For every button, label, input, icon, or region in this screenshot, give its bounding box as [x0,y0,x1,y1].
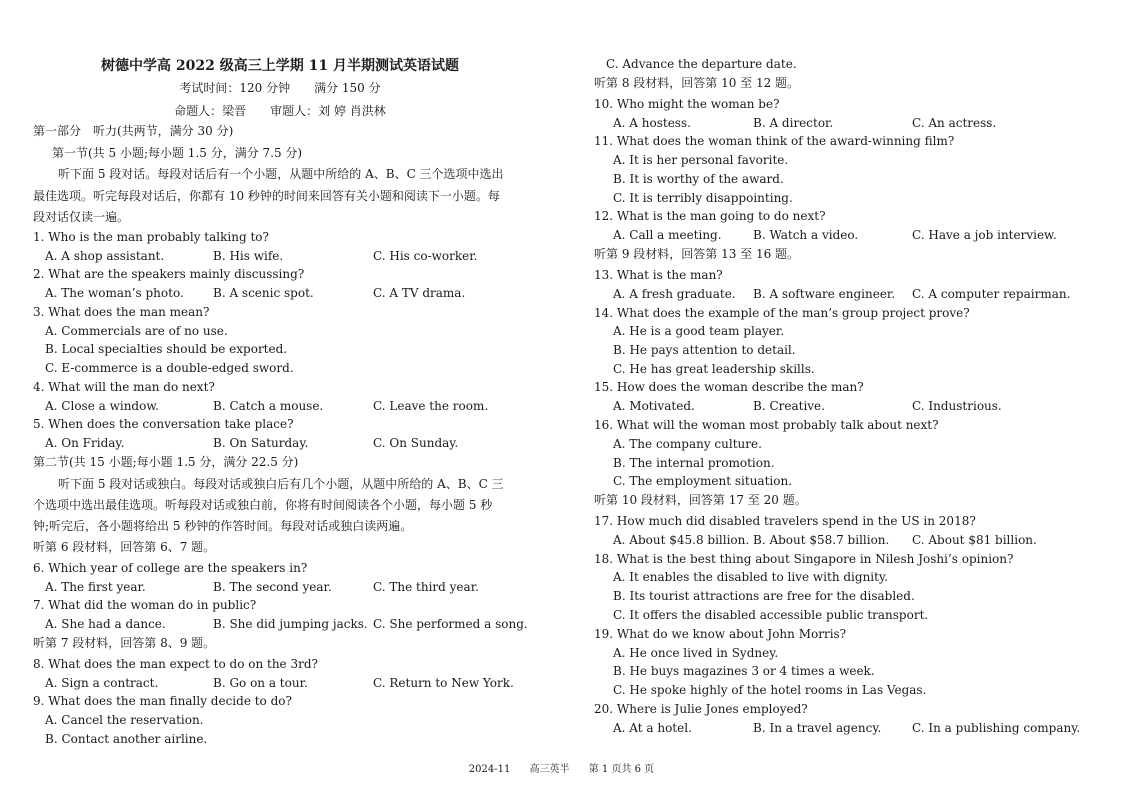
authors: 命题人：梁晋 审题人：刘 婷 肖洪林 [174,104,386,118]
question-stem: 4. What will the man do next? [33,380,215,394]
section1-instructions: 听下面 5 段对话。每段对话后有一个小题，从题中所给的 A、B、C 三个选项中选出 [58,167,504,181]
option-c: C. On Sunday. [373,436,459,450]
page-title: 树德中学高 2022 级高三上学期 11 月半期测试英语试题 [101,58,459,74]
section2-instructions: 听下面 5 段对话或独白。每段对话或独白后有几个小题，从题中所给的 A、B、C 三 [58,477,504,491]
option-a: A. It is her personal favorite. [613,153,789,167]
option-b: B. Catch a mouse. [213,399,324,413]
option-b: B. The second year. [213,580,332,594]
question-stem: 3. What does the man mean? [33,305,210,319]
option-c: C. His co-worker. [373,249,478,263]
question-stem: 15. How does the woman describe the man? [594,380,864,394]
question-stem: 8. What does the man expect to do on the 3rd? [33,657,318,671]
option-c: C. An actress. [912,116,997,130]
footer-date: 2024-11 [468,764,511,775]
question-stem: 10. Who might the woman be? [594,97,780,111]
section2-heading: 第二节(共 15 小题;每小题 1.5 分，满分 22.5 分) [33,455,299,469]
option-a: A. Call a meeting. [613,228,722,242]
option-c: C. Return to New York. [373,676,514,690]
exam-info: 考试时间：120 分钟 满分 150 分 [179,81,381,95]
option-b: B. On Saturday. [213,436,309,450]
footer-page-number: 第 1 页共 6 页 [588,764,655,775]
question-stem: 16. What will the woman most probably talk about next? [594,418,939,432]
question-stem: 6. Which year of college are the speakers in? [33,561,308,575]
option-c: C. The third year. [373,580,479,594]
material-heading: 听第 9 段材料，回答第 13 至 16 题。 [594,247,800,261]
option-a: A. Cancel the reservation. [45,713,204,727]
option-a: A. It enables the disabled to live with dignity. [613,570,888,584]
question-stem: 11. What does the woman think of the award-winning film? [594,134,955,148]
option-b: B. He buys magazines 3 or 4 times a week. [613,664,875,678]
option-c: C. Industrious. [912,399,1002,413]
option-b: B. About $58.7 billion. [753,533,890,547]
option-b: B. His wife. [213,249,284,263]
option-a: A. At a hotel. [613,721,692,735]
material-heading: 听第 7 段材料，回答第 8、9 题。 [33,636,216,650]
option-c: C. A TV drama. [373,286,466,300]
question-stem: 20. Where is Julie Jones employed? [594,702,808,716]
option-b: B. In a travel agency. [753,721,882,735]
option-a: A. A shop assistant. [45,249,165,263]
option-b: B. It is worthy of the award. [613,172,784,186]
question-stem: 17. How much did disabled travelers spend in the US in 2018? [594,514,976,528]
question-stem: 13. What is the man? [594,268,723,282]
option-a: A. Commercials are of no use. [45,324,228,338]
section1-instructions: 最佳选项。听完每段对话后，你都有 10 秒钟的时间来回答有关小题和阅读下一小题。每 [33,189,500,203]
material-heading: 听第 8 段材料，回答第 10 至 12 题。 [594,76,800,90]
question-stem: 14. What does the example of the man’s group project prove? [594,306,970,320]
option-a: A. She had a dance. [45,617,166,631]
option-c: C. He spoke highly of the hotel rooms in Las Vegas. [613,683,927,697]
option-b: B. Contact another airline. [45,732,208,746]
part1-heading: 第一部分 听力(共两节，满分 30 分) [33,124,234,138]
footer-subject: 高三英半 [529,764,570,775]
option-a: A. On Friday. [45,436,125,450]
question-stem: 9. What does the man finally decide to do? [33,694,292,708]
option-a: A. A fresh graduate. [613,287,736,301]
option-c: C. About $81 billion. [912,533,1037,547]
question-stem: 7. What did the woman do in public? [33,598,257,612]
option-b: B. A software engineer. [753,287,896,301]
option-c: C. He has great leadership skills. [613,362,815,376]
option-c: C. Leave the room. [373,399,489,413]
question-stem: 1. Who is the man probably talking to? [33,230,269,244]
option-b: B. The internal promotion. [613,456,775,470]
option-c: C. It is terribly disappointing. [613,191,793,205]
question-stem: 2. What are the speakers mainly discussing? [33,267,305,281]
option-a: A. A hostess. [613,116,691,130]
option-a: A. Sign a contract. [45,676,159,690]
option-c: C. E-commerce is a double-edged sword. [45,361,294,375]
option-b: B. A scenic spot. [213,286,314,300]
material-heading: 听第 10 段材料，回答第 17 至 20 题。 [594,493,807,507]
question-stem: 18. What is the best thing about Singapore in Nilesh Joshi’s opinion? [594,552,1014,566]
option-a: A. About $45.8 billion. [613,533,750,547]
option-b: B. Its tourist attractions are free for the disabled. [613,589,915,603]
option-c: C. It offers the disabled accessible public transport. [613,608,929,622]
section1-instructions: 段对话仅读一遍。 [33,210,130,224]
section1-heading: 第一节(共 5 小题;每小题 1.5 分，满分 7.5 分) [52,146,303,160]
option-c: C. A computer repairman. [912,287,1071,301]
option-a: A. Close a window. [45,399,159,413]
option-b: B. Creative. [753,399,825,413]
option-b: B. Go on a tour. [213,676,308,690]
option-a: A. He once lived in Sydney. [613,646,779,660]
option-a: A. Motivated. [613,399,695,413]
option-c: C. Advance the departure date. [606,57,797,71]
section2-instructions: 个选项中选出最佳选项。听每段对话或独白前，你将有时间阅读各个小题，每小题 5 秒 [33,498,493,512]
option-b: B. A director. [753,116,834,130]
option-b: B. He pays attention to detail. [613,343,796,357]
option-b: B. Watch a video. [753,228,859,242]
option-b: B. Local specialties should be exported. [45,342,288,356]
page-footer [0,760,1123,775]
material-heading: 听第 6 段材料，回答第 6、7 题。 [33,540,216,554]
option-c: C. Have a job interview. [912,228,1057,242]
question-stem: 19. What do we know about John Morris? [594,627,847,641]
section2-instructions: 钟;听完后，各小题将给出 5 秒钟的作答时间。每段对话或独白读两遍。 [33,519,413,533]
question-stem: 12. What is the man going to do next? [594,209,826,223]
option-c: C. She performed a song. [373,617,528,631]
question-stem: 5. When does the conversation take place? [33,417,294,431]
option-a: A. He is a good team player. [613,324,785,338]
option-a: A. The company culture. [613,437,762,451]
option-a: A. The woman’s photo. [45,286,184,300]
option-a: A. The first year. [45,580,146,594]
option-c: C. In a publishing company. [912,721,1081,735]
option-c: C. The employment situation. [613,474,793,488]
option-b: B. She did jumping jacks. [213,617,368,631]
